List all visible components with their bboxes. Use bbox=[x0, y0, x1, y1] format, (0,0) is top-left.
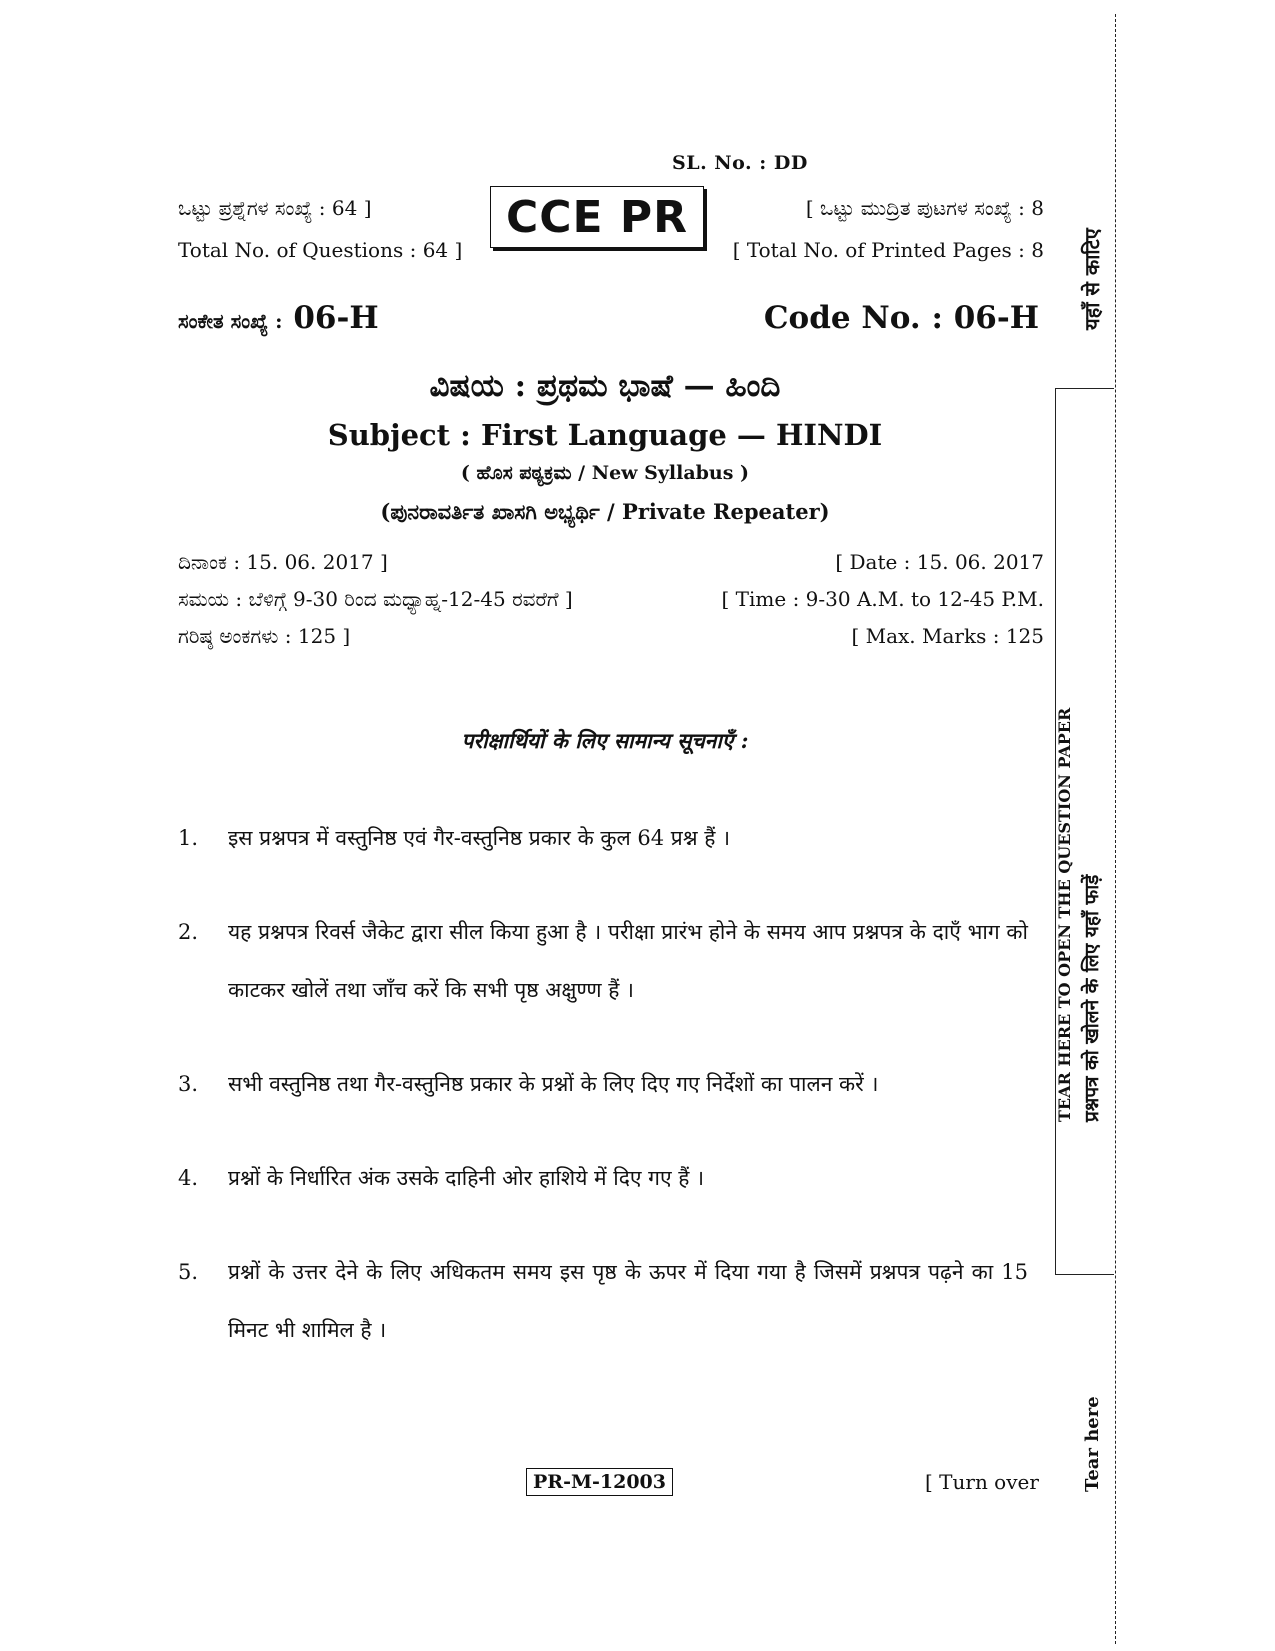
instruction-text: सभी वस्तुनिष्ठ तथा गैर-वस्तुनिष्ठ प्रकार के प्रश्नों के लिए दिए गए निर्देशों का पालन करें । bbox=[228, 1072, 879, 1096]
syllabus-label: ( ಹೊಸ ಪಠ್ಯಕ್ರಮ / New Syllabus ) bbox=[460, 462, 750, 484]
date-kannada: ದಿನಾಂಕ : 15. 06. 2017 ] bbox=[178, 550, 388, 574]
instruction-text: प्रश्नों के उत्तर देने के लिए अधिकतम समय इस पृष्ठ के ऊपर में दिया गया है जिसमें प्रश्नपत्र पढ़ने का 15 मिनट भी शामिल है । bbox=[228, 1260, 1028, 1342]
total-questions-kannada: ಒಟ್ಟು ಪ್ರಶ್ನೆಗಳ ಸಂಖ್ಯೆ : 64 ] bbox=[178, 196, 372, 220]
time-kannada: ಸಮಯ : ಬೆಳಿಗ್ಗೆ 9-30 ರಿಂದ ಮಧ್ಯಾಹ್ನ-12-45 ರವರೆಗೆ ] bbox=[178, 587, 573, 611]
cut-here-hindi: यहाँ से काटिए bbox=[1080, 228, 1104, 330]
code-number-english: Code No. : 06-H bbox=[763, 300, 1039, 336]
serial-number: SL. No. : DD bbox=[672, 152, 808, 174]
instruction-number: 2. bbox=[178, 920, 199, 944]
total-questions-english: Total No. of Questions : 64 ] bbox=[178, 238, 463, 262]
tear-dashed-line bbox=[1115, 14, 1116, 1644]
total-pages-english: [ Total No. of Printed Pages : 8 bbox=[732, 238, 1044, 262]
instructions-heading: परीक्षार्थियों के लिए सामान्य सूचनाएँ : bbox=[461, 728, 749, 753]
time-english: [ Time : 9-30 A.M. to 12-45 P.M. bbox=[721, 587, 1044, 611]
paper-code-box: PR-M-12003 bbox=[526, 1468, 673, 1496]
instruction-number: 4. bbox=[178, 1166, 199, 1190]
cce-pr-logo: CCE PR bbox=[490, 186, 704, 248]
instruction-text: इस प्रश्नपत्र में वस्तुनिष्ठ एवं गैर-वस्तुनिष्ठ प्रकार के कुल 64 प्रश्न हैं । bbox=[228, 826, 731, 850]
subject-english: Subject : First Language — HINDI bbox=[327, 418, 883, 452]
instruction-text: प्रश्नों के निर्धारित अंक उसके दाहिनी ओर हाशिये में दिए गए हैं । bbox=[228, 1166, 705, 1190]
instruction-text: यह प्रश्नपत्र रिवर्स जैकेट द्वारा सील किया हुआ है । परीक्षा प्रारंभ होने के समय आप प्रश्नपत्र के दाएँ भाग को काटकर खोलें तथा जाँच करें कि सभी पृष्ठ अक्षुण्ण हैं । bbox=[228, 920, 1028, 1002]
code-number-kannada bbox=[178, 300, 379, 336]
instruction-number: 3. bbox=[178, 1072, 199, 1096]
instruction-number: 5. bbox=[178, 1260, 199, 1284]
tear-here-label: Tear here bbox=[1082, 1396, 1103, 1492]
code-kannada-value: 06-H bbox=[293, 300, 379, 336]
candidate-type: (ಪುನರಾವರ್ತಿತ ಖಾಸಗಿ ಅಭ್ಯರ್ಥಿ / Private Repeater) bbox=[380, 499, 830, 524]
turn-over-label: [ Turn over bbox=[925, 1470, 1039, 1494]
date-english: [ Date : 15. 06. 2017 bbox=[835, 550, 1044, 574]
max-marks-kannada: ಗರಿಷ್ಠ ಅಂಕಗಳು : 125 ] bbox=[178, 624, 351, 648]
subject-kannada: ವಿಷಯ : ಪ್ರಥಮ ಭಾಷೆ — ಹಿಂದಿ bbox=[429, 368, 781, 404]
tear-here-english: TEAR HERE TO OPEN THE QUESTION PAPER bbox=[1055, 707, 1074, 1122]
code-kannada-label: ಸಂಕೇತ ಸಂಖ್ಯೆ : bbox=[178, 309, 283, 333]
total-pages-kannada: [ ಒಟ್ಟು ಮುದ್ರಿತ ಪುಟಗಳ ಸಂಖ್ಯೆ : 8 bbox=[805, 196, 1044, 220]
max-marks-english: [ Max. Marks : 125 bbox=[851, 624, 1044, 648]
instruction-number: 1. bbox=[178, 826, 199, 850]
tear-here-hindi: प्रश्नपत्र को खोलने के लिए यहाँ फाड़ें bbox=[1081, 874, 1103, 1122]
